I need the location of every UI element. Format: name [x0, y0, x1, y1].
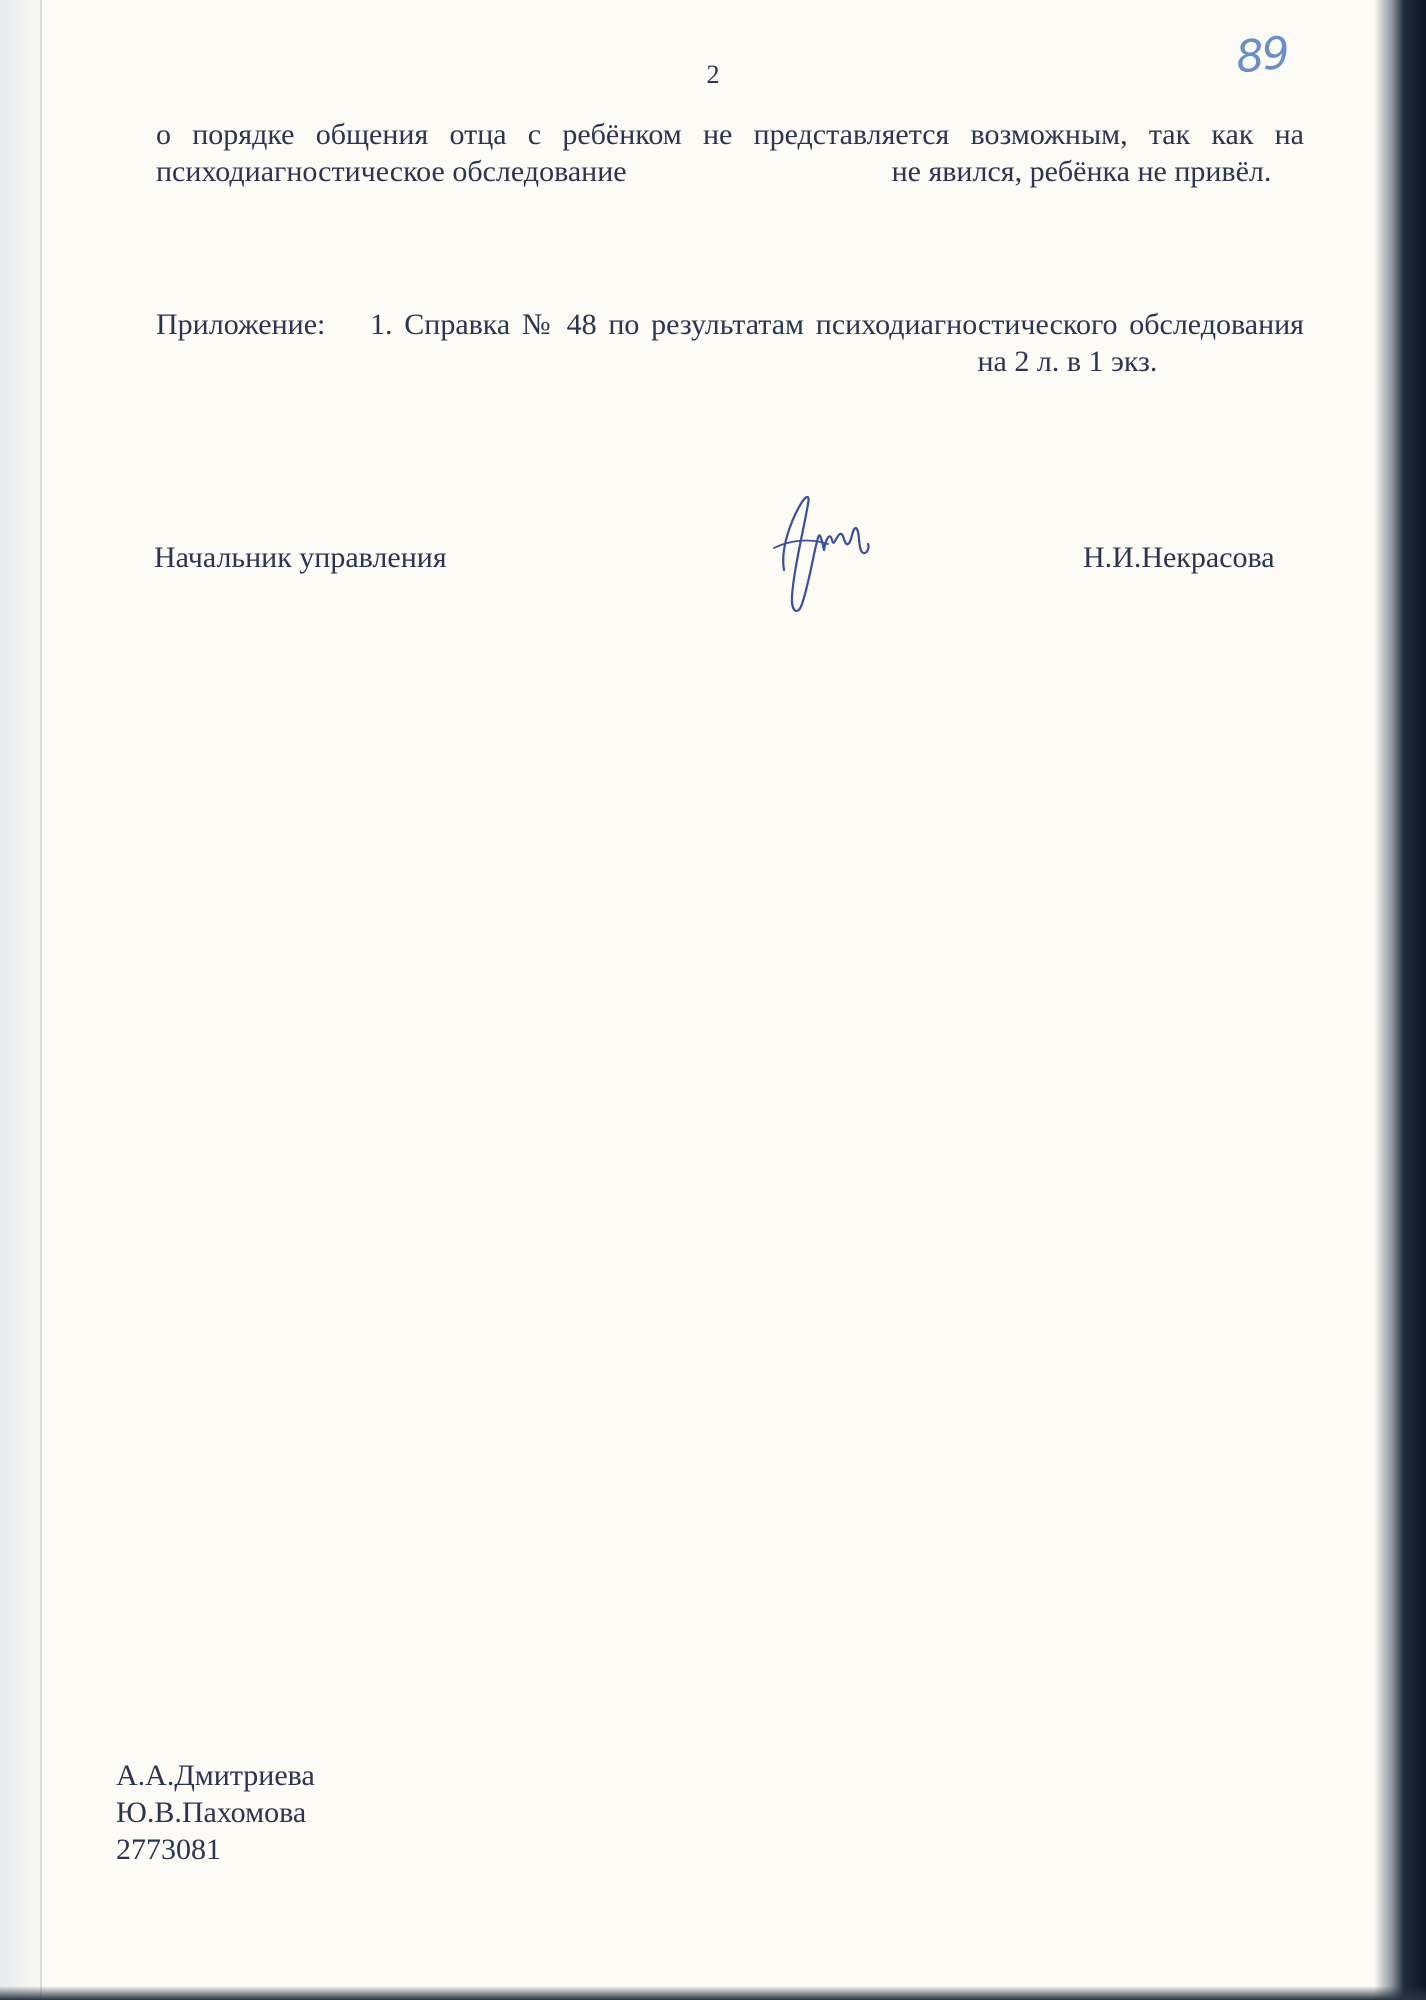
redaction-mark [370, 348, 970, 376]
body-text-part-1: о порядке общения отца с ребёнком не представляется возможным, так как на психодиагностическое обследование [156, 118, 1304, 188]
handwritten-signature [770, 488, 874, 622]
attachment-item [370, 306, 1304, 380]
attachment-label: Приложение: [156, 308, 326, 341]
scan-right-shadow [1374, 0, 1426, 2000]
scan-bottom-shadow [0, 1986, 1426, 2000]
executor-name: Ю.В.Пахомова [116, 1796, 307, 1829]
attachment-text-part-2: на 2 л. в 1 экз. [977, 345, 1158, 378]
attachment-block [156, 306, 1304, 380]
executors-block [116, 1757, 315, 1868]
handwritten-sheet-number: 89 [1233, 27, 1291, 84]
executor-name: А.А.Дмитриева [116, 1759, 315, 1792]
page-number: 2 [706, 60, 720, 89]
signatory-name: Н.И.Некрасова [1083, 541, 1275, 574]
scan-fold-line [40, 0, 42, 2000]
body-text-part-2: не явился, ребёнка не привёл. [891, 155, 1272, 188]
body-paragraph [156, 116, 1304, 190]
attachment-text-part-1: 1. Справка № 48 по результатам психодиагностического обследования [370, 308, 1304, 341]
executor-phone: 2773081 [116, 1833, 221, 1866]
redaction-mark [634, 158, 884, 186]
signatory-position: Начальник управления [154, 541, 447, 574]
